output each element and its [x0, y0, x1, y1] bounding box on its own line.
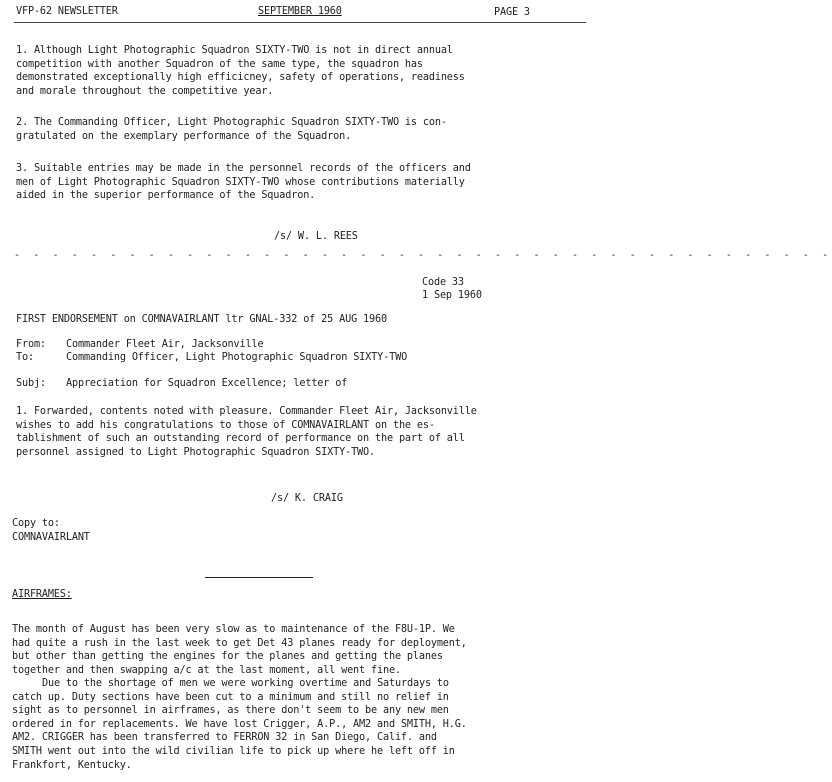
- text-line: and morale throughout the competitive year.: [16, 85, 274, 97]
- text-line: catch up. Duty sections have been cut to a minimum and still no relief in: [12, 691, 449, 703]
- text-line: SMITH went out into the wild civilian life to pick up where he left off in: [12, 745, 455, 757]
- text-line: 1. Forwarded, contents noted with pleasure. Commander Fleet Air, Jacksonville: [16, 406, 477, 417]
- text-line: wishes to add his congratulations to those of COMNAVAIRLANT on the es-: [16, 419, 435, 431]
- text-line: but other than getting the engines for the planes and getting the planes: [12, 651, 443, 663]
- from-label: From:: [16, 339, 46, 350]
- text-line: The month of August has been very slow as to maintenance of the F8U-1P. We: [12, 624, 455, 635]
- text-line: sight as to personnel in airframes, as there don't seem to be any new men: [12, 705, 449, 717]
- to-value: Commanding Officer, Light Photographic Squadron SIXTY-TWO: [66, 352, 408, 363]
- text-line: 2. The Commanding Officer, Light Photographic Squadron SIXTY-TWO is con-: [16, 117, 447, 128]
- text-line: Due to the shortage of men we were working overtime and Saturdays to: [42, 678, 449, 689]
- endorsement-paragraph: [16, 405, 477, 459]
- text-line: together and then swapping a/c at the last moment, all went fine.: [12, 664, 401, 676]
- to-label: To:: [16, 352, 34, 363]
- airframes-paragraph-2: [12, 677, 467, 772]
- text-line: AM2. CRIGGER has been transferred to FERRON 32 in San Diego, Calif. and: [12, 732, 437, 744]
- text-line: men of Light Photographic Squadron SIXTY-TWO whose contributions materially: [16, 176, 465, 188]
- endorsement-title: FIRST ENDORSEMENT on COMNAVAIRLANT ltr GNAL-332 of 25 AUG 1960: [16, 314, 387, 325]
- endorsement-date: 1 Sep 1960: [422, 290, 482, 301]
- section-rule: [205, 577, 313, 578]
- subject-value: Appreciation for Squadron Excellence; letter of: [66, 378, 348, 389]
- text-line: demonstrated exceptionally high efficicney, safety of operations, readiness: [16, 72, 465, 84]
- dashed-divider: - - - - - - - - - - - - - - - - - - - - - - - - - - - - - - - - - - - - - - - - - - -: [14, 250, 832, 261]
- letter-paragraph-3: [16, 162, 471, 203]
- text-line: Frankfort, Kentucky.: [12, 759, 132, 771]
- text-line: tablishment of such an outstanding record of performance on the part of all: [16, 433, 465, 445]
- header-rule: [14, 22, 586, 23]
- copy-to-value: COMNAVAIRLANT: [12, 532, 90, 543]
- letter-paragraph-1: [16, 44, 465, 98]
- airframes-heading: AIRFRAMES:: [12, 589, 72, 600]
- text-line: ordered in for replacements. We have lost Crigger, A.P., AM2 and SMITH, H.G.: [12, 718, 467, 730]
- endorsement-code: Code 33: [422, 277, 464, 288]
- copy-to-label: Copy to:: [12, 518, 60, 529]
- text-line: 1. Although Light Photographic Squadron SIXTY-TWO is not in direct annual: [16, 45, 453, 56]
- newsletter-title: VFP-62 NEWSLETTER: [16, 6, 118, 17]
- letter-paragraph-2: [16, 116, 447, 143]
- endorsement-signature: /s/ K. CRAIG: [271, 493, 343, 504]
- page-number: PAGE 3: [494, 7, 530, 18]
- letter-signature: /s/ W. L. REES: [274, 231, 358, 242]
- issue-date: SEPTEMBER 1960: [258, 6, 342, 17]
- text-line: personnel assigned to Light Photographic Squadron SIXTY-TWO.: [16, 446, 376, 458]
- text-line: competition with another Squadron of the same type, the squadron has: [16, 58, 423, 70]
- text-line: gratulated on the exemplary performance of the Squadron.: [16, 130, 352, 142]
- from-value: Commander Fleet Air, Jacksonville: [66, 339, 264, 350]
- text-line: aided in the superior performance of the Squadron.: [16, 190, 316, 202]
- text-line: had quite a rush in the last week to get Det 43 planes ready for deployment,: [12, 637, 467, 649]
- subject-label: Subj:: [16, 378, 46, 389]
- airframes-paragraph-1: [12, 623, 467, 677]
- text-line: 3. Suitable entries may be made in the personnel records of the officers and: [16, 163, 471, 174]
